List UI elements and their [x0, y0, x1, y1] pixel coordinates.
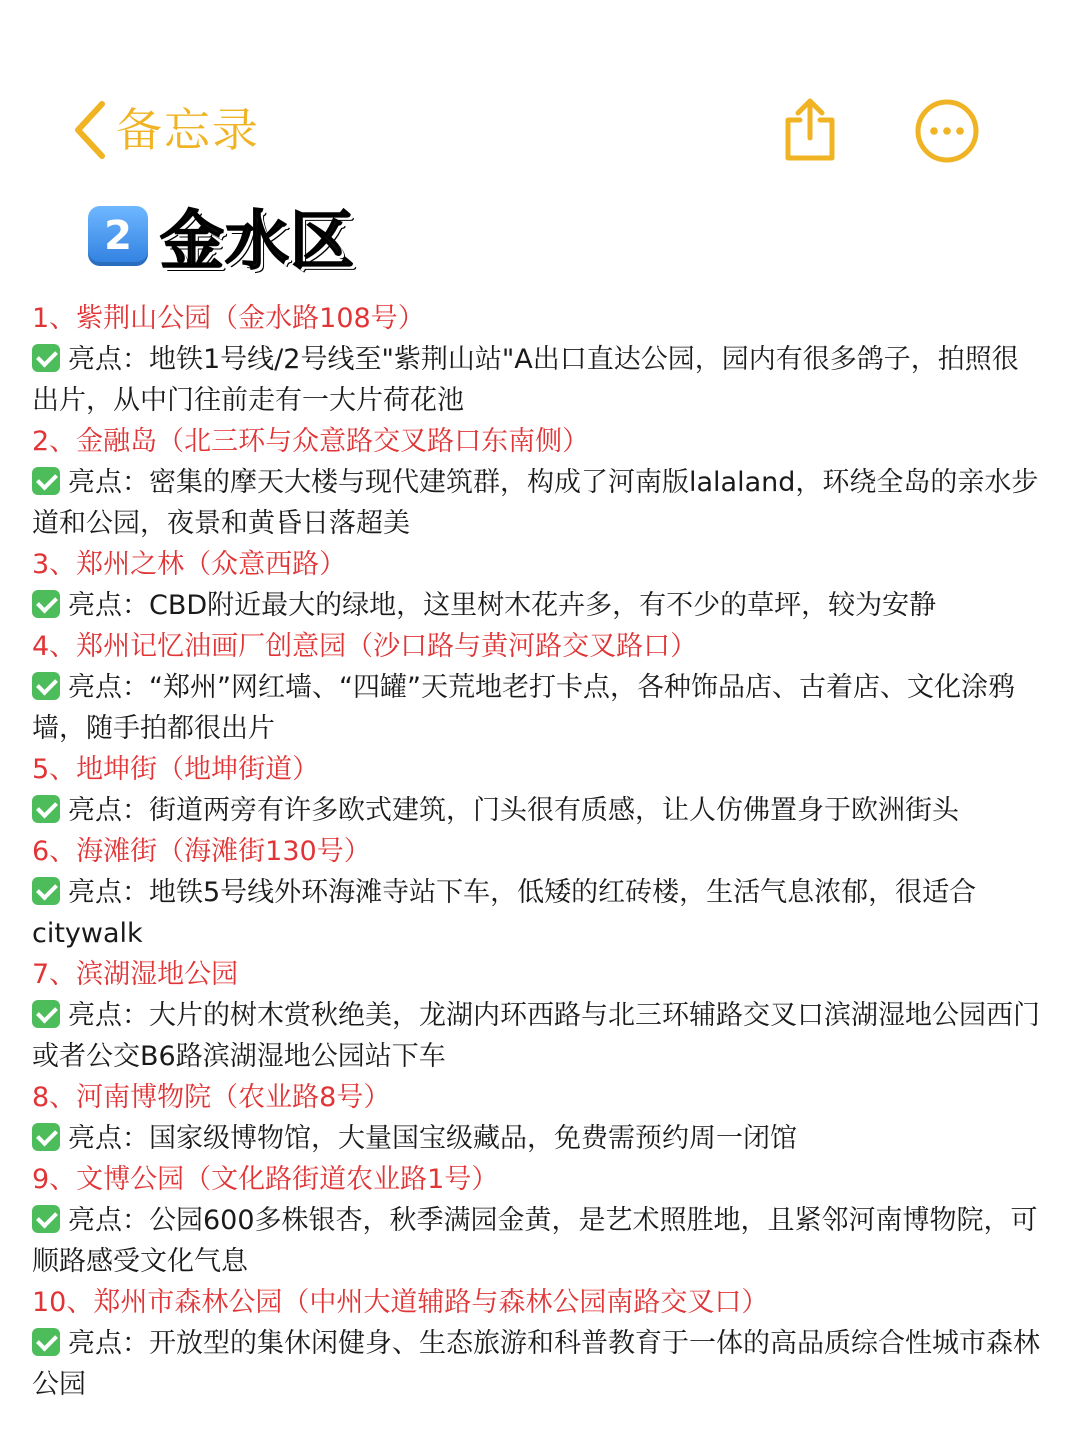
spot-title: 6、海滩街（海滩街130号） [32, 836, 371, 867]
spot-desc-text: 亮点：“郑州”网红墙、“四罐”天荒地老打卡点，各种饰品店、古着店、文化涂鸦墙，随手拍都很出片 [32, 672, 1015, 744]
share-icon [780, 96, 840, 162]
spot-item-5 [32, 749, 1042, 831]
spot-title: 1、紫荆山公园（金水路108号） [32, 303, 425, 334]
check-mark-icon [32, 590, 60, 618]
spot-title: 4、郑州记忆油画厂创意园（沙口路与黄河路交叉路口） [32, 631, 698, 662]
section-title [88, 200, 355, 279]
spot-desc [32, 1323, 1042, 1405]
spot-desc [32, 1200, 1042, 1282]
nav-header [0, 90, 1080, 170]
keycap-2-icon: 2 [88, 206, 148, 266]
spot-item-8 [32, 1077, 1042, 1159]
check-mark-icon [32, 344, 60, 372]
spot-desc [32, 339, 1042, 421]
spot-title: 7、滨湖湿地公园 [32, 959, 239, 990]
spot-desc-text: 亮点：开放型的集休闲健身、生态旅游和科普教育于一体的高品质综合性城市森林公园 [32, 1328, 1040, 1400]
note-body [32, 298, 1042, 1405]
spot-title: 3、郑州之林（众意西路） [32, 549, 347, 580]
spot-desc [32, 790, 1042, 831]
spot-item-4 [32, 626, 1042, 749]
check-mark-icon [32, 467, 60, 495]
spot-item-6 [32, 831, 1042, 954]
spot-desc-text: 亮点：公园600多株银杏，秋季满园金黄，是艺术照胜地，且紧邻河南博物院，可顺路感受文化气息 [32, 1205, 1038, 1277]
more-icon [914, 98, 980, 164]
spot-item-9 [32, 1159, 1042, 1282]
check-mark-icon [32, 1328, 60, 1356]
check-mark-icon [32, 672, 60, 700]
spot-desc-text: 亮点：密集的摩天大楼与现代建筑群，构成了河南版lalaland，环绕全岛的亲水步道和公园，夜景和黄昏日落超美 [32, 467, 1039, 539]
spot-desc [32, 667, 1042, 749]
check-mark-icon [32, 1205, 60, 1233]
spot-item-2 [32, 421, 1042, 544]
spot-desc [32, 1118, 1042, 1159]
spot-item-1 [32, 298, 1042, 421]
spot-title: 8、河南博物院（农业路8号） [32, 1082, 391, 1113]
check-mark-icon [32, 877, 60, 905]
spot-desc [32, 585, 1042, 626]
spot-desc-text: 亮点：国家级博物馆，大量国宝级藏品，免费需预约周一闭馆 [68, 1123, 797, 1154]
back-label: 备忘录 [116, 103, 260, 157]
share-button[interactable] [780, 96, 840, 162]
spot-title: 2、金融岛（北三环与众意路交叉路口东南侧） [32, 426, 590, 457]
district-title: 金水区 [160, 205, 355, 279]
spot-title: 10、郑州市森林公园（中州大道辅路与森林公园南路交叉口） [32, 1287, 769, 1318]
spot-desc-text: 亮点：街道两旁有许多欧式建筑，门头很有质感，让人仿佛置身于欧洲街头 [68, 795, 959, 826]
more-button[interactable] [914, 98, 980, 164]
spot-desc-text: 亮点：地铁5号线外环海滩寺站下车，低矮的红砖楼，生活气息浓郁，很适合citywalk [32, 877, 977, 949]
back-button[interactable] [72, 96, 260, 164]
spot-desc-text: 亮点：大片的树木赏秋绝美，龙湖内环西路与北三环辅路交叉口滨湖湿地公园西门或者公交B6路滨湖湿地公园站下车 [32, 1000, 1040, 1072]
spot-item-7 [32, 954, 1042, 1077]
spot-title: 5、地坤街（地坤街道） [32, 754, 320, 785]
spot-item-10 [32, 1282, 1042, 1405]
spot-item-3 [32, 544, 1042, 626]
check-mark-icon [32, 1123, 60, 1151]
spot-desc [32, 995, 1042, 1077]
spot-desc [32, 462, 1042, 544]
chevron-left-icon [72, 100, 108, 160]
check-mark-icon [32, 795, 60, 823]
check-mark-icon [32, 1000, 60, 1028]
spot-title: 9、文博公园（文化路街道农业路1号） [32, 1164, 499, 1195]
spot-desc-text: 亮点：地铁1号线/2号线至"紫荆山站"A出口直达公园，园内有很多鸽子，拍照很出片，从中门往前走有一大片荷花池 [32, 344, 1019, 416]
spot-desc-text: 亮点：CBD附近最大的绿地，这里树木花卉多，有不少的草坪，较为安静 [68, 590, 937, 621]
spot-desc [32, 872, 1042, 954]
